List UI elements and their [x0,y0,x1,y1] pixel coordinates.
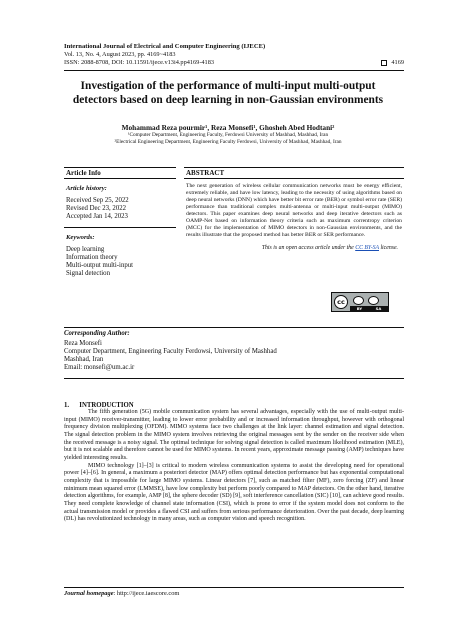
section-heading: 1. INTRODUCTION [64,402,134,409]
journal-header [64,43,404,67]
corresponding-details [64,340,404,372]
divider [64,227,176,228]
affiliation-1: ¹Computer Department, Engineering Faculty, Ferdowsi University of Mashhad, Mashhad, Iran [127,132,329,138]
abstract-text: The next generation of wireless cellular communication networks must be energy efficient, extremely reliable, and have low latency, leading to the necessity of using algorithms based on deep neural networks (DNN) which have better bit error rate (BER) or symbol error rate (SER) performance than traditional complex multi-antenna or multi-input multi-output (MIMO) detectors. This paper examines deep neural networks and deep iterative detectors such as OAMP-Net based on information theory criteria such as maximum correntropy criterion (MCC) for the implementation of MIMO detectors in non-Gaussian environments, and the results illustrate that the proposed method has better BER or SER performance. [186,183,402,239]
page-number: 4169 [391,59,404,67]
journal-name: International Journal of Electrical and Computer Engineering (IJECE) [64,43,266,50]
corresponding-city: Mashhad, Iran [64,356,104,363]
homepage-label: Journal homepage [64,590,114,597]
badge-band [350,306,388,312]
article-info-column [64,167,176,278]
abstract-column [184,167,404,251]
keyword: Deep learning [66,246,105,254]
author-list: Mohammad Reza pourmir¹, Reza Monsefi¹, Ghosheh Abed Hodtani² [121,123,335,132]
corresponding-name: Reza Monsefi [64,340,102,347]
cc-by-sa-badge[interactable] [331,292,389,312]
history-accepted: Accepted Jan 14, 2023 [66,212,128,220]
person-icon [353,296,364,305]
keywords-label: Keywords: [66,234,95,242]
history-revised: Revised Dec 23, 2022 [66,204,127,212]
homepage-url[interactable]: : http://ijece.iaescore.com [113,590,180,597]
badge-by: BY [356,306,363,311]
divider [64,378,404,379]
affiliations [58,132,398,145]
cc-logo-icon: cc [334,295,348,309]
square-icon [381,60,387,66]
license-suffix: license. [379,245,398,252]
corresponding-header: Corresponding Author: [64,330,130,337]
introduction-section [64,402,404,524]
corresponding-dept: Computer Department, Engineering Faculty Ferdowsi, University of Mashhad [64,348,277,355]
share-alike-icon [368,296,379,305]
page-footer [64,587,404,597]
article-info-header: Article Info [66,169,101,177]
journal-homepage [64,590,404,597]
keyword: Information theory [66,254,118,262]
history-label: Article history: [66,185,107,192]
divider [64,327,404,328]
license-statement [184,245,404,251]
abstract-header: ABSTRACT [186,169,225,177]
paper-title: Investigation of the performance of multi-input multi-output detectors based on deep learning in non-Gaussian environments [72,80,384,106]
badge-sa: SA [375,306,382,311]
journal-issn: ISSN: 2088-8708, DOI: 10.11591/ijece.v13i4.pp4169-4183 [64,59,215,67]
keyword: Multi-output multi-input [66,261,134,269]
history-received: Received Sep 25, 2022 [66,197,129,204]
corresponding-author [64,327,404,379]
journal-volume: Vol. 13, No. 4, August 2023, pp. 4169~4183 [64,51,176,59]
intro-paragraph-1: The fifth generation (5G) mobile communication system has several advantages, especially with the use of multi-output multi-input (MIMO) receiver-transmitter, leading to lower error probability and or increased information throughput, however with orthogonal frequency division multiplexing (OFDM). MIMO systems face two challenges at the link layer: channel estimation and signal detection. The signal detection problem in the MIMO system involves retrieving the original messages sent by the sender on the receiver side when the received message is a noisy signal. The optimal technique for solving signal detection is called maximum likelihood estimation (MLE), but it is not scalable and therefore cannot be used for MIMO systems. In recent years, approximate message passing (AMP) techniques have yielded interesting results. [64,409,404,461]
license-prefix: This is an open access article under the [261,245,356,252]
page-number-box [381,59,404,67]
divider [64,178,176,179]
keyword: Signal detection [66,269,110,277]
intro-paragraph-2: MIMO technology [1]–[3] is critical to modern wireless communication systems to assist the developing need for operational power [4]–[6]. In general, a maximum a posteriori detector (MAP) offers optimal detection performance but has exponential computational complexity that is impossible for large MIMO systems. Linear detectors [7], such as matched filter (MF), zero forcing (ZF) and linear minimum mean squared error (LMMSE), have low complexity but perform poorly compared to MAP detectors. On the other hand, iterative detection algorithms, for example, AMP [8], the sphere decoder (SD) [9], soft interference cancellation (SIC) [10], can achieve good results. They need complete knowledge of channel state information (CSI), which is prone to error if the system model does not conform to the actual transmission model or provides a flawed CSI and suffers from serious performance deterioration. Over the past decade, deep learning (DL) has revolutionized technology in many areas, such as computer vision and speech recognition. [64,462,404,523]
license-link[interactable]: CC BY-SA [355,245,379,252]
divider [64,587,404,588]
header-rule [64,70,404,71]
affiliation-2: ²Electrical Engineering Department, Engineering Faculty Ferdowsi, University of Mashhad, Mashhad, Iran [114,138,342,145]
corresponding-email: Email: monsefi@um.ac.ir [64,364,135,371]
